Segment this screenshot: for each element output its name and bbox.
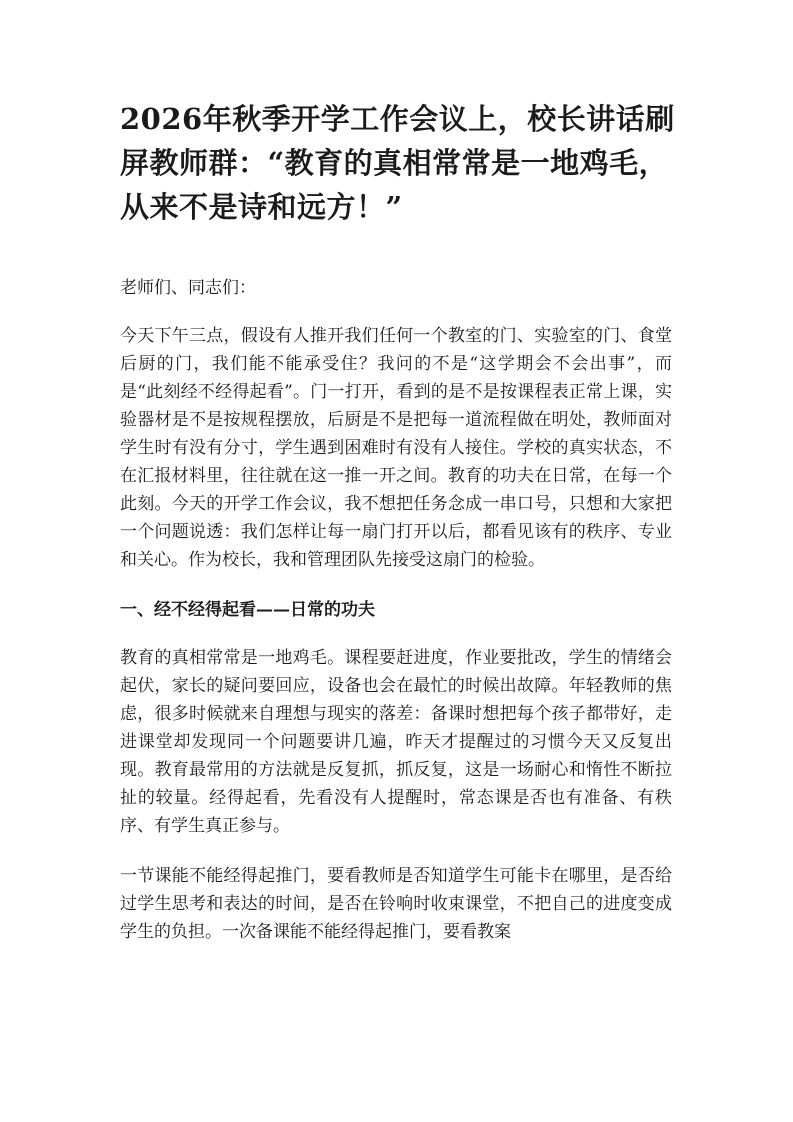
section-paragraph: 一节课能不能经得起推门，要看教师是否知道学生可能卡在哪里，是否给过学生思考和表达的时间，是否在铃响时收束课堂，不把自己的进度变成学生的负担。一次备课能不能经得起推门，要看教案 (120, 866, 672, 942)
document-body (120, 274, 672, 968)
greeting: 老师们、同志们： (120, 278, 256, 298)
section-paragraph: 教育的真相常常是一地鸡毛。课程要赶进度，作业要批改，学生的情绪会起伏，家长的疑问要回应，设备也会在最忙的时候出故障。年轻教师的焦虑，很多时候就来自理想与现实的落差：备课时想把每个孩子都带好，走进课堂却发现同一个问题要讲几遍，昨天才提醒过的习惯今天又反复出现。教育最常用的方法就是反复抓，抓反复，这是一场耐心和惰性不断拉扯的较量。经得起看，先看没有人提醒时，常态课是否也有准备、有秩序、有学生真正参与。 (120, 648, 672, 836)
section-heading: 一、经不经得起看——日常的功夫 (120, 600, 375, 620)
intro-paragraph: 今天下午三点，假设有人推开我们任何一个教室的门、实验室的门、食堂后厨的门，我们能不能承受住？我问的不是“这学期会不会出事”，而是“此刻经不经得起看”。门一打开，看到的是不是按课程表正常上课，实验器材是不是按规程摆放，后厨是不是把每一道流程做在明处，教师面对学生时有没有分寸，学生遇到困难时有没有人接住。学校的真实状态，不在汇报材料里，往往就在这一推一开之间。教育的功夫在日常，在每一个此刻。今天的开学工作会议，我不想把任务念成一串口号，只想和大家把一个问题说透：我们怎样让每一扇门打开以后，都看见该有的秩序、专业和关心。作为校长，我和管理团队先接受这扇门的检验。 (120, 326, 672, 570)
document-title: 2026年秋季开学工作会议上，校长讲话刷屏教师群：“教育的真相常常是一地鸡毛，从来不是诗和远方！” (120, 102, 675, 224)
